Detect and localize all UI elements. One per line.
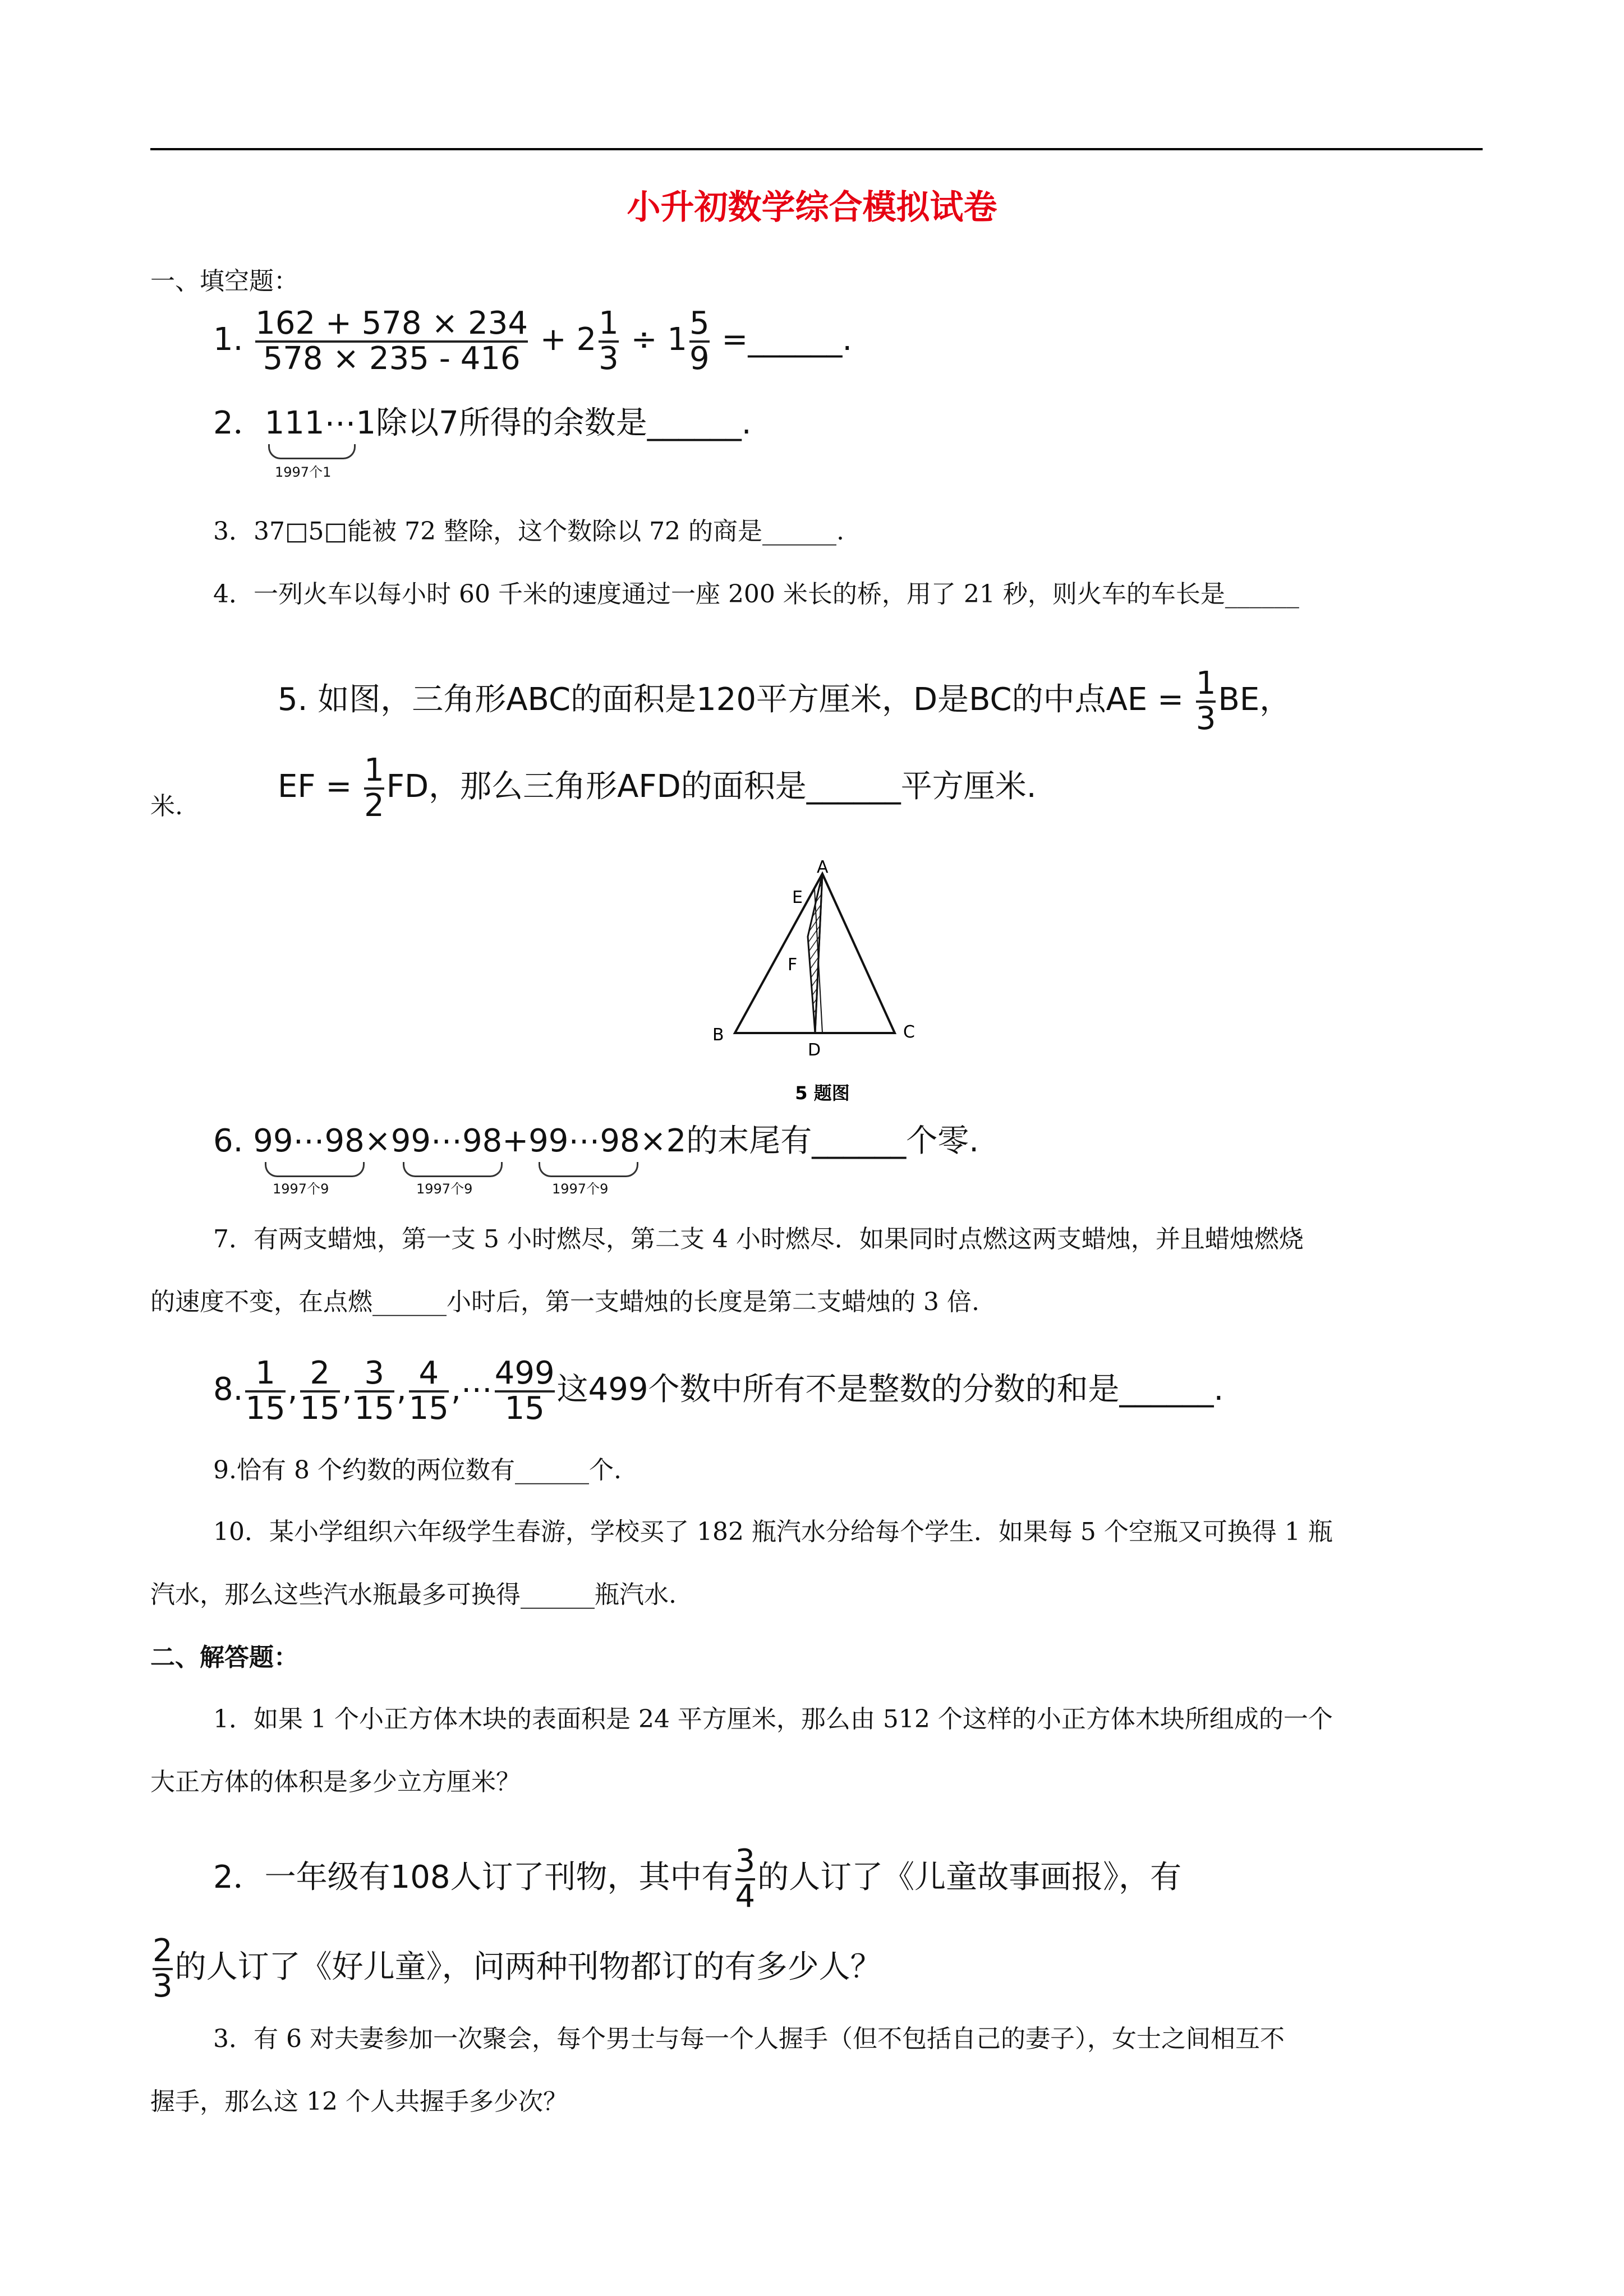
q6-term-1: 99⋯98 xyxy=(253,1123,365,1159)
label-c: C xyxy=(903,1022,915,1042)
q1-f2-den: 9 xyxy=(689,340,710,377)
q1-f1-num: 1 xyxy=(599,305,619,342)
s2q2-line1-text: 2．一年级有108人订了刊物，其中有 xyxy=(213,1859,733,1896)
question-9: 9.恰有 8 个约数的两位数有______个. xyxy=(213,1456,622,1484)
section2-question-1-line2: 大正方体的体积是多少立方厘米？ xyxy=(150,1768,521,1796)
q5-line2-tail: FD，那么三角形AFD的面积是______平方厘米. xyxy=(386,768,1037,805)
figure-caption: 5 题图 xyxy=(795,1082,850,1104)
q1-blank: =______. xyxy=(721,321,853,358)
q8-tail: 这499个数中所有不是整数的分数的和是______. xyxy=(556,1371,1224,1408)
label-b: B xyxy=(712,1025,724,1045)
q5-line1-text: 5. 如图，三角形ABC的面积是120平方厘米，D是BC的中点AE = xyxy=(278,681,1184,718)
q8-number: 8. xyxy=(213,1371,243,1408)
question-10-line1: 10．某小学组织六年级学生春游，学校买了 182 瓶汽水分给每个学生．如果每 5 个空瓶又可换得 1 瓶 xyxy=(213,1518,1333,1546)
section2-question-3-line2: 握手，那么这 12 个人共握手多少次？ xyxy=(150,2087,568,2116)
q8-dots: ⋯ xyxy=(461,1371,493,1408)
question-10-line2: 汽水，那么这些汽水瓶最多可换得______瓶汽水. xyxy=(150,1580,677,1609)
q8-last-fraction xyxy=(495,1357,555,1426)
q2-brace xyxy=(268,444,356,459)
q6-brace-2 xyxy=(403,1162,503,1177)
q1-main-fraction xyxy=(255,307,528,376)
q8-comma: , xyxy=(450,1371,461,1408)
q1-number: 1. xyxy=(213,321,243,358)
q6-tail: ×2的末尾有______个零. xyxy=(640,1123,979,1159)
q5-line2-text: EF = xyxy=(278,768,352,805)
q8-last-num: 499 xyxy=(494,1355,555,1391)
q8-fraction xyxy=(245,1357,285,1426)
q8-fraction-den: 15 xyxy=(300,1390,340,1427)
q1-fraction-1 xyxy=(599,307,619,376)
q8-comma: , xyxy=(396,1371,407,1408)
question-8 xyxy=(213,1357,1223,1426)
question-5-line2 xyxy=(278,754,1037,823)
q6-plus: + xyxy=(502,1123,529,1159)
q6-brace-3 xyxy=(539,1162,638,1177)
q8-fraction xyxy=(300,1357,340,1426)
q8-fraction-list xyxy=(243,1355,461,1427)
section2-heading: 二、解答题： xyxy=(150,1643,298,1672)
q5-f1-num: 1 xyxy=(1195,665,1216,702)
q2-rest: 除以7所得的余数是______. xyxy=(376,405,752,441)
section1-heading: 一、填空题： xyxy=(150,267,298,296)
q1-f1-den: 3 xyxy=(599,340,619,377)
q5-fraction-1 xyxy=(1196,667,1216,736)
q8-last-den: 15 xyxy=(495,1390,555,1426)
q6-term-3: 99⋯98 xyxy=(528,1123,640,1159)
q8-fraction xyxy=(355,1357,394,1426)
q8-fraction-den: 15 xyxy=(245,1390,286,1427)
q8-fraction-den: 15 xyxy=(408,1390,449,1427)
q2-brace-label: 1997个1 xyxy=(275,464,332,480)
s2q2-f1-num: 3 xyxy=(735,1843,756,1879)
label-a: A xyxy=(817,858,829,877)
section2-question-2-line2 xyxy=(150,1935,882,2003)
q6-brace-label-1: 1997个9 xyxy=(273,1181,329,1197)
question-4-line2: 米. xyxy=(150,792,183,820)
q6-brace-label-2: 1997个9 xyxy=(416,1181,473,1197)
s2q2-f2-num: 2 xyxy=(153,1933,173,1969)
q5-fraction-2 xyxy=(364,754,384,823)
q8-fraction-num: 3 xyxy=(364,1355,385,1391)
q5-line1-tail: BE， xyxy=(1218,681,1291,718)
q1-fraction-2 xyxy=(689,307,710,376)
question-4-line1: 4．一列火车以每小时 60 千米的速度通过一座 200 米长的桥，用了 21 秒，则火车的车长是______ xyxy=(213,580,1299,608)
question-2 xyxy=(213,404,752,443)
label-d: D xyxy=(808,1040,821,1060)
q6-term-2: 99⋯98 xyxy=(390,1123,503,1159)
q6-brace-1 xyxy=(265,1162,365,1177)
s2q2-fraction-2 xyxy=(153,1935,173,2003)
q5-f2-den: 2 xyxy=(364,787,384,824)
question-7-line2: 的速度不变，在点燃______小时后，第一支蜡烛的长度是第二支蜡烛的 3 倍. xyxy=(150,1288,979,1316)
section2-question-2-line1 xyxy=(213,1845,1181,1914)
q1-f2-num: 5 xyxy=(689,305,710,342)
q8-fraction-num: 1 xyxy=(255,1355,275,1391)
q1-numerator: 162 + 578 × 234 xyxy=(255,305,528,342)
section2-question-3-line1: 3．有 6 对夫妻参加一次聚会，每个男士与每一个人握手（但不包括自己的妻子），女士之间相互不 xyxy=(213,2025,1285,2053)
s2q2-line1-tail: 的人订了《儿童故事画报》，有 xyxy=(757,1859,1182,1896)
q6-number: 6. xyxy=(213,1123,243,1159)
s2q2-line2-tail: 的人订了《好儿童》，问两种刊物都订的有多少人？ xyxy=(174,1948,882,1985)
label-f: F xyxy=(788,955,798,975)
q8-fraction-num: 4 xyxy=(418,1355,439,1391)
question-6 xyxy=(213,1122,979,1161)
q5-f2-num: 1 xyxy=(364,752,384,789)
q8-fraction-den: 15 xyxy=(354,1390,394,1427)
q8-comma: , xyxy=(342,1371,352,1408)
q2-digits: 111⋯1 xyxy=(264,405,376,441)
triangle-figure xyxy=(696,858,942,1110)
q5-f1-den: 3 xyxy=(1195,700,1216,737)
question-7-line1: 7．有两支蜡烛，第一支 5 小时燃尽，第二支 4 小时燃尽．如果同时点燃这两支蜡烛，并且蜡烛燃烧 xyxy=(213,1225,1304,1253)
q2-number: 2． xyxy=(213,405,265,441)
q8-comma: , xyxy=(287,1371,298,1408)
question-3: 3．37□5□能被 72 整除，这个数除以 72 的商是______. xyxy=(213,517,845,546)
s2q2-f1-den: 4 xyxy=(735,1878,756,1915)
s2q2-f2-den: 3 xyxy=(153,1967,173,2004)
q8-fraction-num: 2 xyxy=(310,1355,330,1391)
question-1 xyxy=(213,307,852,376)
question-5-line1 xyxy=(278,667,1291,736)
q1-div: ÷ 1 xyxy=(631,321,687,358)
header-rule xyxy=(150,148,1483,150)
q1-denominator: 578 × 235 - 416 xyxy=(255,340,528,376)
label-e: E xyxy=(792,888,803,907)
q6-brace-label-3: 1997个9 xyxy=(552,1181,609,1197)
q8-fraction xyxy=(409,1357,449,1426)
s2q2-fraction-1 xyxy=(735,1845,756,1914)
page-title: 小升初数学综合模拟试卷 xyxy=(627,188,997,227)
q6-times: × xyxy=(364,1123,391,1159)
q1-plus: + 2 xyxy=(540,321,597,358)
triangle-diagram xyxy=(696,858,942,1110)
section2-question-1-line1: 1．如果 1 个小正方体木块的表面积是 24 平方厘米，那么由 512 个这样的小正方体木块所组成的一个 xyxy=(213,1705,1333,1733)
